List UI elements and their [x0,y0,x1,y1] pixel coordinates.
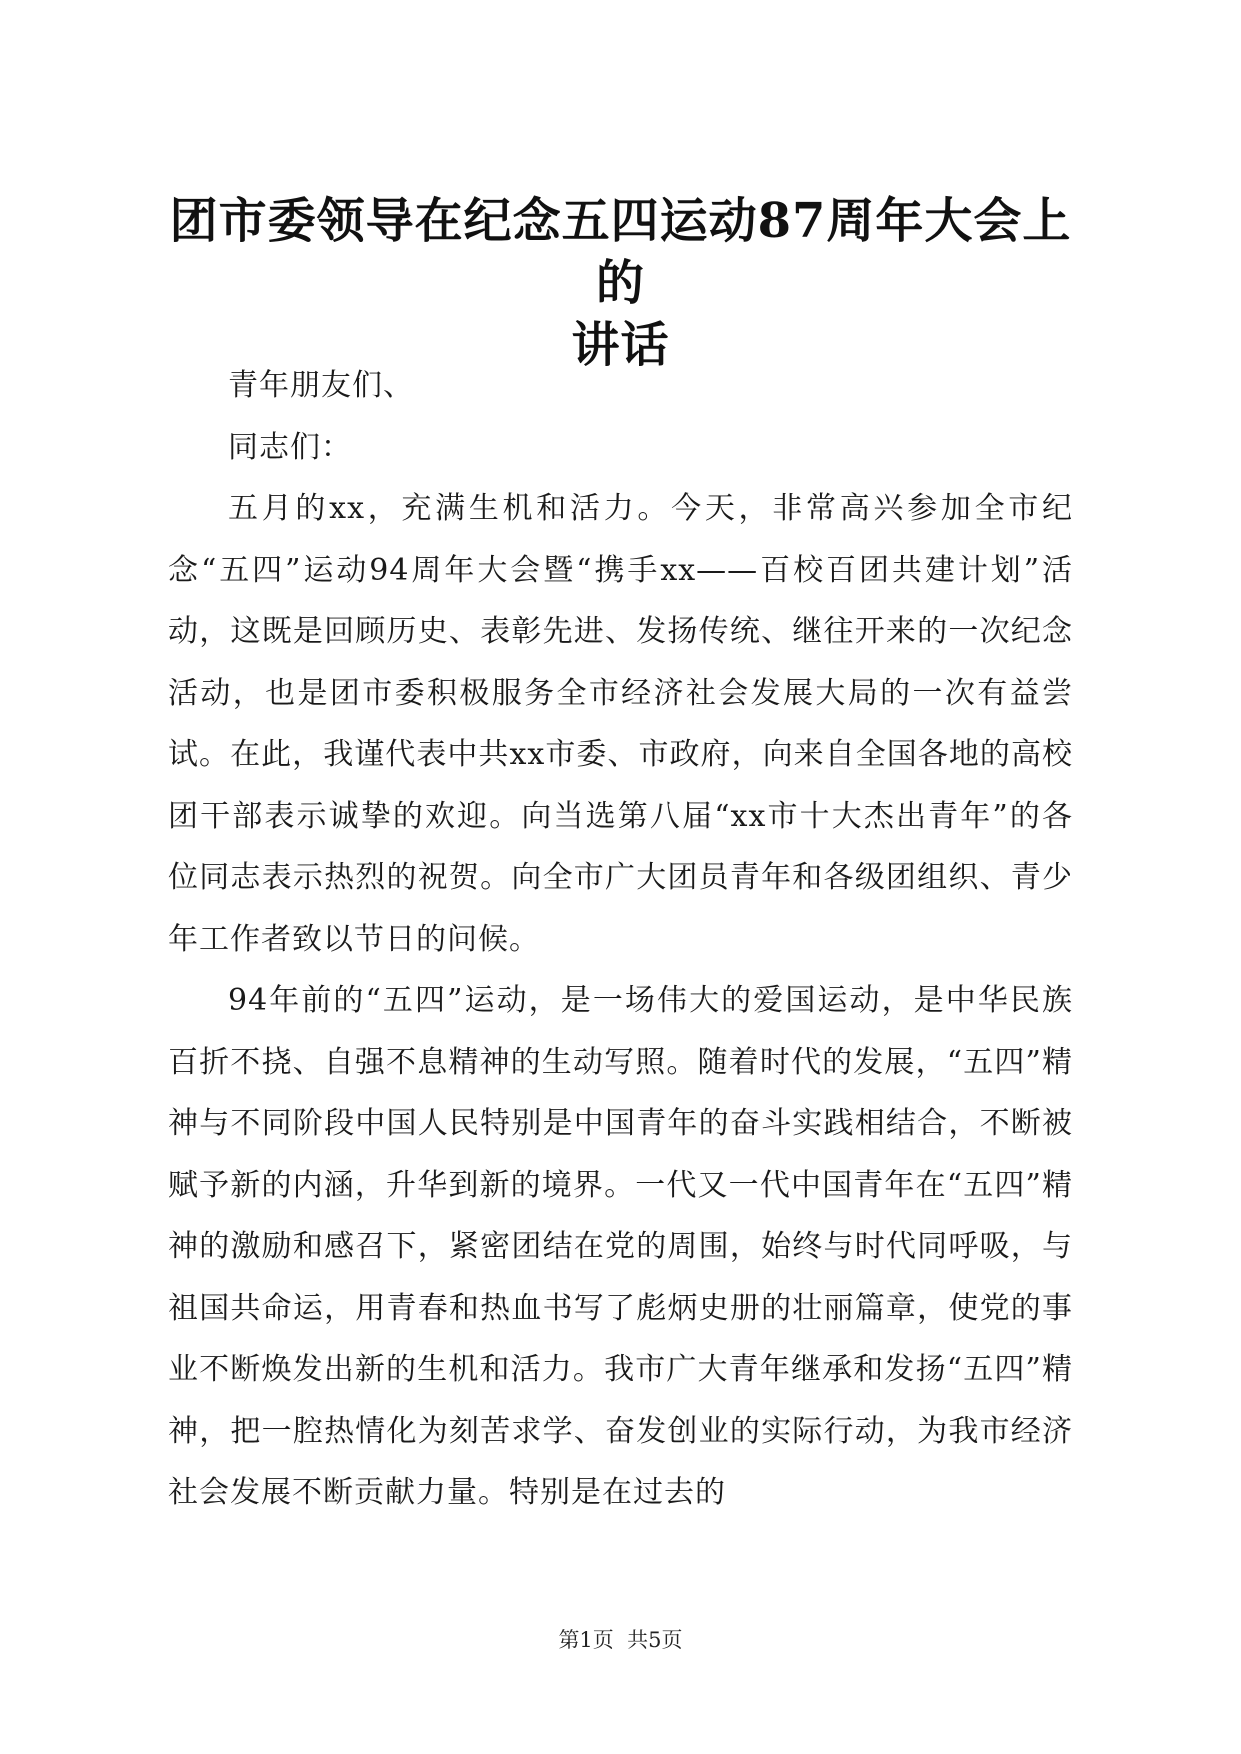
document-body [168,355,1073,1524]
greeting-line-2: 同志们： [228,429,352,465]
page-total: 共5页 [627,1628,683,1652]
page-number: 第1页 [558,1628,614,1652]
document-title [150,190,1091,376]
body-paragraph-2: 94年前的“五四”运动，是一场伟大的爱国运动，是中华民族百折不挠、自强不息精神的生动写照。随着时代的发展，“五四”精神与不同阶段中国人民特别是中国青年的奋斗实践相结合，不断被赋予新的内涵，升华到新的境界。一代又一代中国青年在“五四”精神的激励和感召下，紧密团结在党的周围，始终与时代同呼吸，与祖国共命运，用青春和热血书写了彪炳史册的壮丽篇章，使党的事业不断焕发出新的生机和活力。我市广大青年继承和发扬“五四”精神，把一腔热情化为刻苦求学、奋发创业的实际行动，为我市经济社会发展不断贡献力量。特别是在过去的 [168,983,1073,1510]
greeting-line-1: 青年朋友们、 [228,368,414,403]
title-line-1: 团市委领导在纪念五四运动87周年大会上的 [169,193,1072,311]
title-line-2: 讲话 [571,317,670,373]
page-footer [0,1625,1241,1655]
body-paragraph-1: 五月的xx，充满生机和活力。今天，非常高兴参加全市纪念“五四”运动94周年大会暨“携手xx——百校百团共建计划”活动，这既是回顾历史、表彰先进、发扬传统、继往开来的一次纪念活动，也是团市委积极服务全市经济社会发展大局的一次有益尝试。在此，我谨代表中共xx市委、市政府，向来自全国各地的高校团干部表示诚挚的欢迎。向当选第八届“xx市十大杰出青年”的各位同志表示热烈的祝贺。向全市广大团员青年和各级团组织、青少年工作者致以节日的问候。 [168,491,1073,957]
